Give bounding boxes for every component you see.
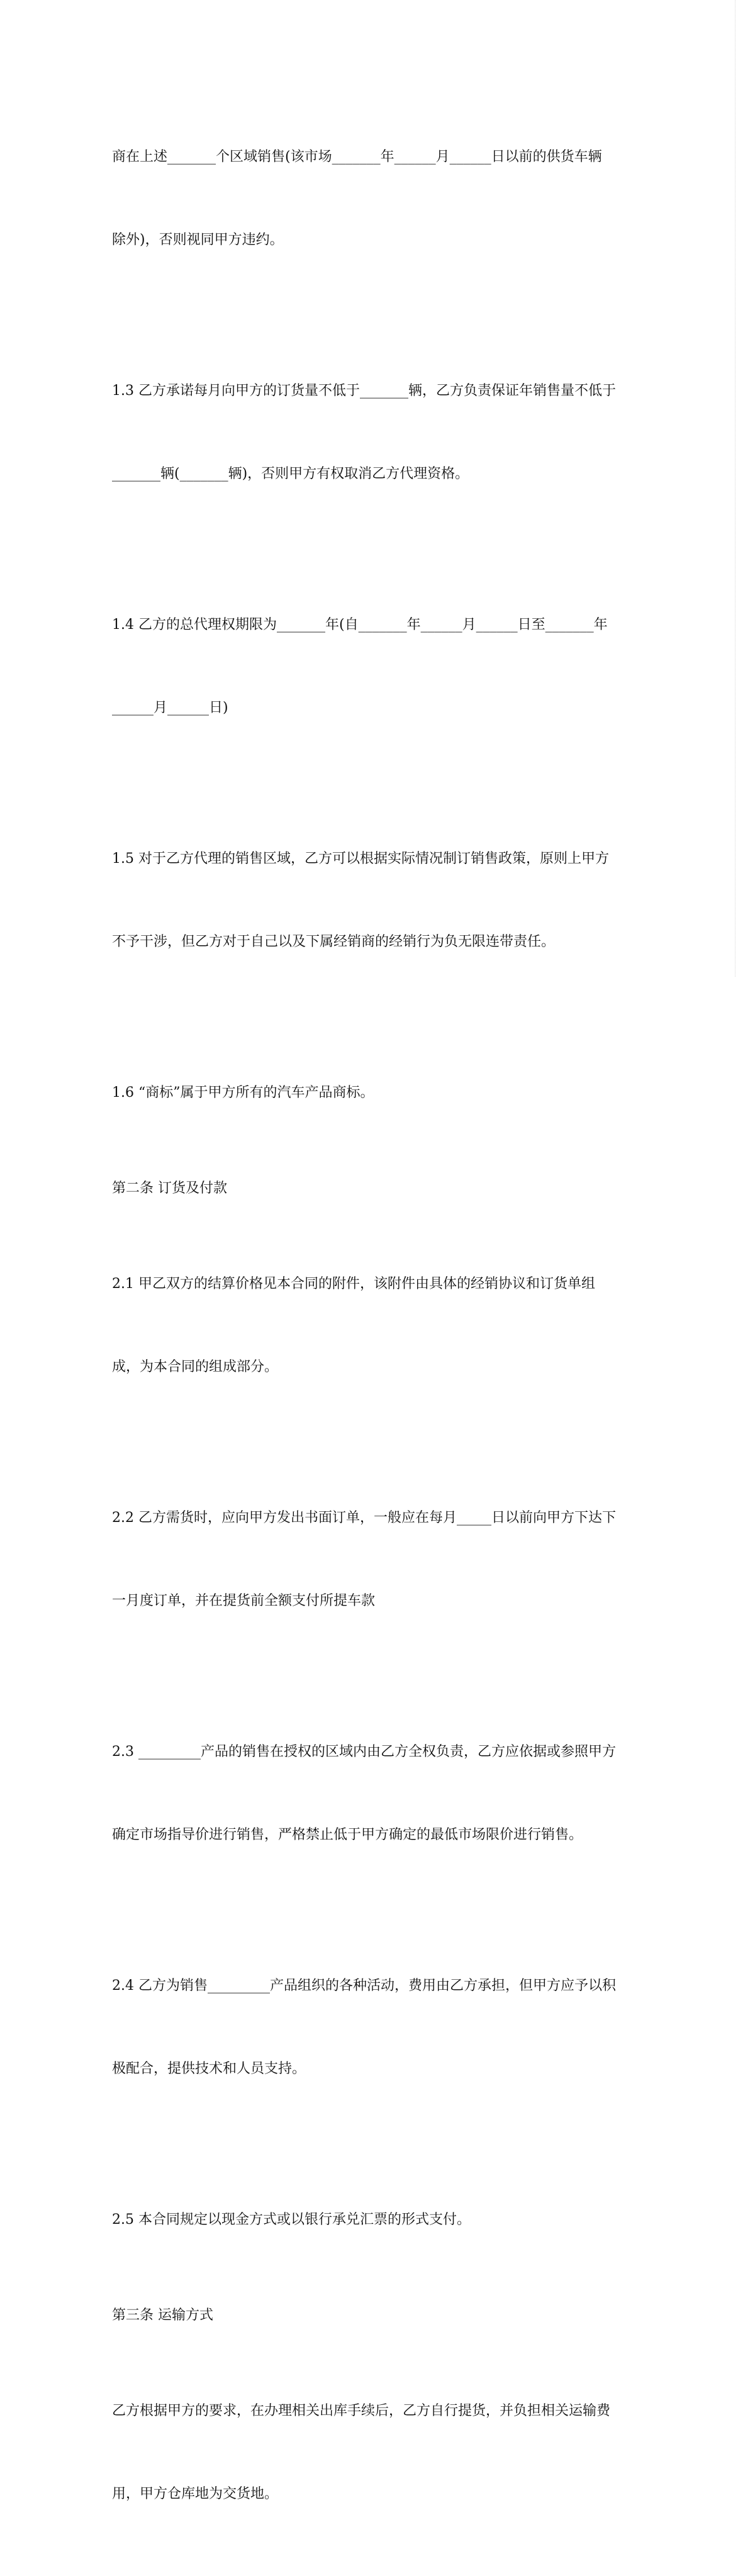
clause-2-1 <box>112 1215 653 1436</box>
clause-2-5 <box>112 2151 653 2289</box>
text-line: 1.3 乙方承诺每月向甲方的订货量不低于_______辆，乙方负责保证年销售量不低于 <box>112 383 616 399</box>
text-line: 极配合，提供技术和人员支持。 <box>112 2061 306 2077</box>
text-line: 2.2 乙方需货时，应向甲方发出书面订单，一般应在每月_____日以前向甲方下达下 <box>112 1510 616 1526</box>
text-line: 商在上述_______个区域销售(该市场_______年______月______日以前的供货车辆 <box>112 149 602 165</box>
clause-2-3 <box>112 1683 653 1904</box>
text-line: 1.6 “商标”属于甲方所有的汽车产品商标。 <box>112 1085 374 1101</box>
text-line: 2.1 甲乙双方的结算价格见本合同的附件，该附件由具体的经销协议和订货单组 <box>112 1276 595 1292</box>
clause-2-2 <box>112 1449 653 1670</box>
text-line: 确定市场指导价进行销售，严格禁止低于甲方确定的最低市场限价进行销售。 <box>112 1827 583 1843</box>
document-body <box>112 88 653 2576</box>
text-line: 成，为本合同的组成部分。 <box>112 1359 279 1375</box>
text-line: 2.3 _________产品的销售在授权的区域内由乙方全权负责，乙方应依据或参照甲方 <box>112 1744 616 1760</box>
paragraph-region-sales <box>112 88 653 309</box>
text-line: 2.5 本合同规定以现金方式或以银行承兑汇票的形式支付。 <box>112 2212 471 2228</box>
text-line: 1.5 对于乙方代理的销售区域，乙方可以根据实际情况制订销售政策，原则上甲方 <box>112 851 609 867</box>
text-line: 1.4 乙方的总代理权期限为_______年(自_______年______月______日至_______年 <box>112 617 608 633</box>
text-line: 乙方根据甲方的要求，在办理相关出库手续后，乙方自行提货，并负担相关运输费 <box>112 2403 611 2419</box>
text-line: ______月______日) <box>112 700 228 716</box>
clause-1-6 <box>112 1024 653 1162</box>
text-line: 不予干涉，但乙方对于自己以及下属经销商的经销行为负无限连带责任。 <box>112 934 556 950</box>
section-heading-3: 第三条 运输方式 <box>112 2307 213 2323</box>
section-heading-2: 第二条 订货及付款 <box>112 1180 227 1196</box>
text-line: 除外)，否则视同甲方违约。 <box>112 232 284 248</box>
clause-1-3 <box>112 322 653 543</box>
text-line: 用，甲方仓库地为交货地。 <box>112 2486 279 2502</box>
text-line: 一月度订单，并在提货前全额支付所提车款 <box>112 1593 376 1609</box>
clause-1-4 <box>112 556 653 777</box>
clause-2-4 <box>112 1917 653 2138</box>
text-line: _______辆(_______辆)，否则甲方有权取消乙方代理资格。 <box>112 466 469 482</box>
text-line: 2.4 乙方为销售_________产品组织的各种活动，费用由乙方承担，但甲方应予以积 <box>112 1978 616 1994</box>
clause-1-5 <box>112 790 653 1011</box>
clause-3-transport <box>112 2342 653 2563</box>
